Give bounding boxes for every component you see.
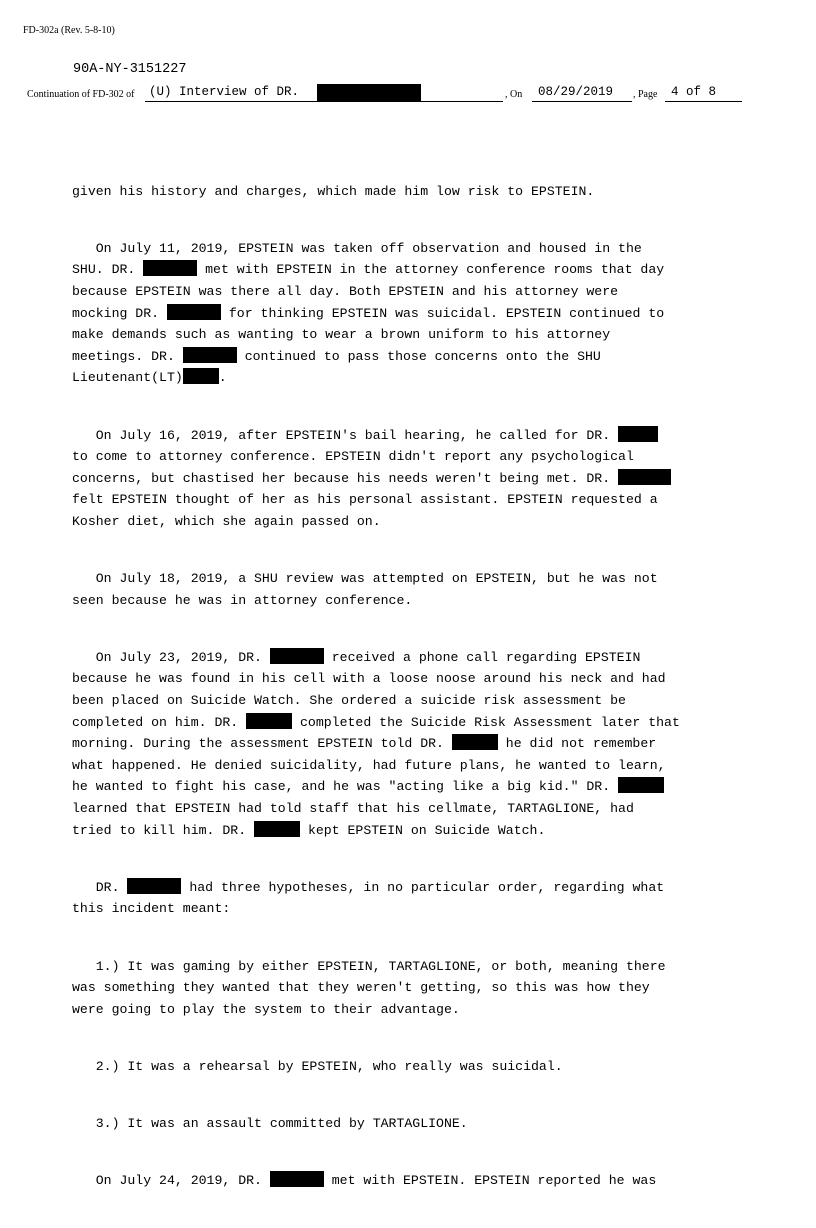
page-number: 4 of 8 — [671, 85, 717, 99]
paragraph — [72, 1170, 752, 1192]
text-line: felt EPSTEIN thought of her as his personal assistant. EPSTEIN requested a — [72, 492, 658, 508]
paragraph — [72, 956, 752, 1021]
text-line: make demands such as wanting to wear a brown uniform to his attorney — [72, 327, 611, 343]
redaction-block — [452, 734, 498, 750]
text-line: completed on him. DR. — [72, 714, 247, 730]
paragraph — [72, 181, 752, 203]
paragraph — [72, 1056, 752, 1078]
text-line: were going to play the system to their advantage. — [72, 1001, 460, 1017]
text-line: On July 11, 2019, EPSTEIN was taken off observation and housed in the — [72, 240, 642, 256]
text-line: 2.) It was a rehearsal by EPSTEIN, who really was suicidal. — [72, 1058, 563, 1074]
paragraph — [72, 425, 752, 533]
text-line: On July 24, 2019, DR. — [72, 1173, 270, 1189]
text-line: On July 16, 2019, after EPSTEIN's bail hearing, he called for DR. — [72, 427, 619, 443]
text-line: . — [218, 370, 227, 386]
text-line: to come to attorney conference. EPSTEIN didn't report any psychological — [72, 449, 634, 465]
paragraph — [72, 1113, 752, 1135]
redaction-block — [618, 469, 671, 485]
redaction-block — [127, 878, 181, 894]
text-line: morning. During the assessment EPSTEIN told DR. — [72, 736, 452, 752]
text-line: was something they wanted that they weren't getting, so this was how they — [72, 980, 650, 996]
redaction-block — [618, 777, 664, 793]
text-line: meetings. DR. — [72, 348, 183, 364]
text-line: concerns, but chastised her because his needs weren't being met. DR. — [72, 470, 619, 486]
text-line: Kosher diet, which she again passed on. — [72, 513, 381, 529]
text-line: mocking DR. — [72, 305, 167, 321]
text-line: continued to pass those concerns onto the SHU — [236, 348, 601, 364]
text-line: SHU. DR. — [72, 262, 144, 278]
text-line: 3.) It was an assault committed by TARTAGLIONE. — [72, 1116, 468, 1132]
text-line: On July 18, 2019, a SHU review was attempted on EPSTEIN, but he was not — [72, 571, 658, 587]
text-line: he wanted to fight his case, and he was "acting like a big kid." DR. — [72, 779, 619, 795]
text-line: because he was found in his cell with a loose noose around his neck and had — [72, 671, 666, 687]
date-field — [532, 83, 632, 102]
text-line: had three hypotheses, in no particular order, regarding what — [181, 879, 665, 895]
redaction-block — [270, 1171, 324, 1187]
text-line: what happened. He denied suicidality, had future plans, he wanted to learn, — [72, 757, 666, 773]
file-number: 90A-NY-3151227 — [73, 62, 187, 77]
redaction-block — [618, 426, 658, 442]
text-line: Lieutenant(LT) — [72, 370, 183, 386]
text-line: received a phone call regarding EPSTEIN — [323, 649, 641, 665]
interview-title: (U) Interview of DR. — [149, 85, 300, 99]
redaction-block — [317, 84, 421, 101]
paragraph — [72, 647, 752, 841]
redaction-block — [246, 713, 292, 729]
paragraph — [72, 238, 752, 389]
text-line: been placed on Suicide Watch. She ordered a suicide risk assessment be — [72, 693, 626, 709]
text-line: learned that EPSTEIN had told staff that his cellmate, TARTAGLIONE, had — [72, 801, 634, 817]
text-line: On July 23, 2019, DR. — [72, 649, 270, 665]
interview-date: 08/29/2019 — [538, 85, 614, 99]
text-line: kept EPSTEIN on Suicide Watch. — [300, 822, 546, 838]
page-label: , Page — [633, 89, 658, 100]
continuation-label: Continuation of FD-302 of — [27, 89, 135, 100]
redaction-block — [183, 347, 237, 363]
text-line: this incident meant: — [72, 901, 231, 917]
redaction-block — [254, 821, 300, 837]
text-line: given his history and charges, which made him low risk to EPSTEIN. — [72, 183, 595, 199]
page-field — [665, 83, 742, 102]
on-label: , On — [505, 89, 523, 100]
text-line: for thinking EPSTEIN was suicidal. EPSTEIN continued to — [220, 305, 665, 321]
form-id: FD-302a (Rev. 5-8-10) — [23, 25, 115, 36]
text-line: DR. — [72, 879, 128, 895]
redaction-block — [270, 648, 324, 664]
redaction-block — [183, 368, 219, 384]
text-line: completed the Suicide Risk Assessment later that — [292, 714, 680, 730]
text-line: tried to kill him. DR. — [72, 822, 255, 838]
text-line: seen because he was in attorney conference. — [72, 592, 413, 608]
text-line: met with EPSTEIN in the attorney conference rooms that day — [197, 262, 665, 278]
paragraph — [72, 568, 752, 611]
redaction-block — [143, 260, 197, 276]
text-line: because EPSTEIN was there all day. Both EPSTEIN and his attorney were — [72, 283, 619, 299]
text-line: he did not remember — [497, 736, 657, 752]
document-body — [72, 159, 752, 1228]
continuation-line — [27, 84, 747, 102]
paragraph — [72, 877, 752, 920]
redaction-block — [167, 304, 221, 320]
text-line: 1.) It was gaming by either EPSTEIN, TARTAGLIONE, or both, meaning there — [72, 958, 666, 974]
text-line: met with EPSTEIN. EPSTEIN reported he was — [323, 1173, 657, 1189]
